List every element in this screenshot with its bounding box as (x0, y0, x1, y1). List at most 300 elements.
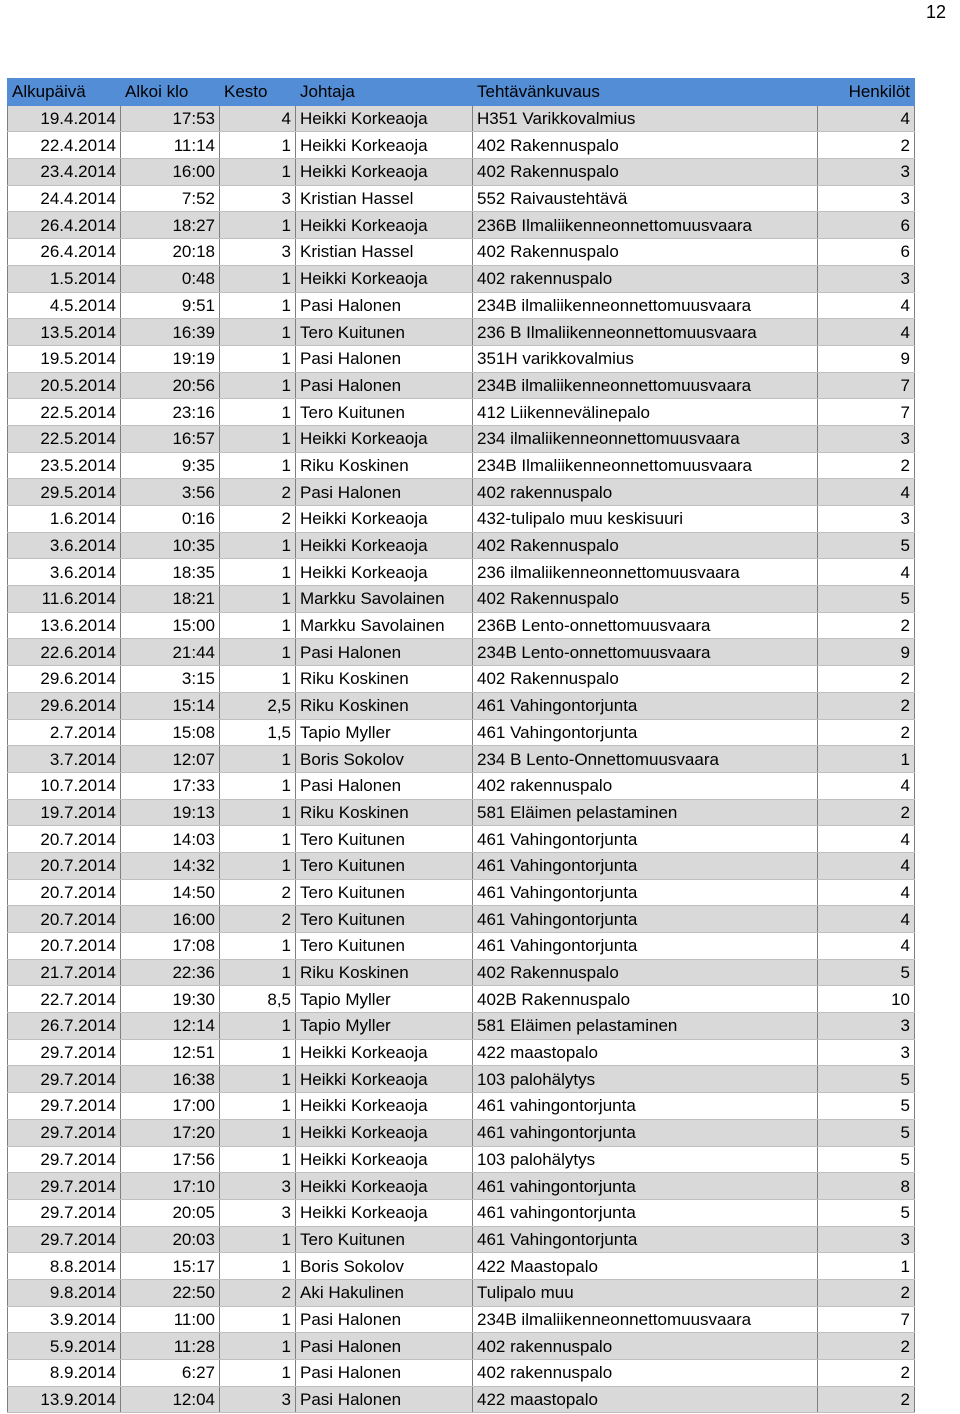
duration-cell: 1 (220, 1119, 296, 1146)
persons-cell: 4 (818, 906, 915, 933)
leader-cell: Riku Koskinen (296, 959, 473, 986)
task-description-cell: 402 Rakennuspalo (473, 666, 818, 693)
start-time-cell: 16:38 (121, 1066, 220, 1093)
leader-cell: Heikki Korkeaoja (296, 105, 473, 132)
start-time-cell: 0:48 (121, 265, 220, 292)
persons-cell: 5 (818, 1146, 915, 1173)
persons-cell: 3 (818, 506, 915, 533)
start-time-cell: 16:00 (121, 159, 220, 186)
table-row (8, 719, 915, 746)
table-row (8, 799, 915, 826)
leader-cell: Tapio Myller (296, 719, 473, 746)
duration-cell: 2,5 (220, 692, 296, 719)
start-time-cell: 16:39 (121, 319, 220, 346)
persons-cell: 2 (818, 452, 915, 479)
task-description-cell: 402 Rakennuspalo (473, 586, 818, 613)
start-date-cell: 26.7.2014 (8, 1013, 121, 1040)
start-date-cell: 23.5.2014 (8, 452, 121, 479)
leader-cell: Tapio Myller (296, 1013, 473, 1040)
leader-cell: Pasi Halonen (296, 1360, 473, 1387)
table-row (8, 1199, 915, 1226)
persons-cell: 5 (818, 532, 915, 559)
start-date-cell: 10.7.2014 (8, 772, 121, 799)
start-time-cell: 20:18 (121, 239, 220, 266)
task-description-cell: 103 palohälytys (473, 1146, 818, 1173)
task-description-cell: 402 Rakennuspalo (473, 959, 818, 986)
persons-cell: 8 (818, 1173, 915, 1200)
leader-cell: Tero Kuitunen (296, 933, 473, 960)
start-date-cell: 22.5.2014 (8, 425, 121, 452)
duration-cell: 8,5 (220, 986, 296, 1013)
start-date-cell: 5.9.2014 (8, 1333, 121, 1360)
duration-cell: 1 (220, 532, 296, 559)
leader-cell: Heikki Korkeaoja (296, 1093, 473, 1120)
leader-cell: Heikki Korkeaoja (296, 1146, 473, 1173)
persons-cell: 5 (818, 1199, 915, 1226)
start-date-cell: 3.6.2014 (8, 532, 121, 559)
leader-cell: Markku Savolainen (296, 612, 473, 639)
leader-cell: Tapio Myller (296, 986, 473, 1013)
leader-cell: Pasi Halonen (296, 1333, 473, 1360)
start-time-cell: 19:13 (121, 799, 220, 826)
start-time-cell: 19:30 (121, 986, 220, 1013)
duration-cell: 1 (220, 612, 296, 639)
start-time-cell: 23:16 (121, 399, 220, 426)
persons-cell: 4 (818, 319, 915, 346)
start-time-cell: 11:00 (121, 1306, 220, 1333)
start-date-cell: 20.7.2014 (8, 906, 121, 933)
duration-cell: 2 (220, 906, 296, 933)
task-description-cell: 461 vahingontorjunta (473, 1119, 818, 1146)
start-date-cell: 19.7.2014 (8, 799, 121, 826)
task-description-cell: 581 Eläimen pelastaminen (473, 1013, 818, 1040)
task-description-cell: 422 maastopalo (473, 1039, 818, 1066)
start-time-cell: 7:52 (121, 185, 220, 212)
leader-cell: Riku Koskinen (296, 452, 473, 479)
start-time-cell: 20:05 (121, 1199, 220, 1226)
start-date-cell: 4.5.2014 (8, 292, 121, 319)
mission-log-table (7, 78, 915, 1413)
start-date-cell: 20.7.2014 (8, 826, 121, 853)
leader-cell: Heikki Korkeaoja (296, 559, 473, 586)
start-date-cell: 29.7.2014 (8, 1173, 121, 1200)
leader-cell: Tero Kuitunen (296, 399, 473, 426)
task-description-cell: 234 ilmaliikenneonnettomuusvaara (473, 425, 818, 452)
persons-cell: 2 (818, 692, 915, 719)
table-row (8, 292, 915, 319)
task-description-cell: 461 Vahingontorjunta (473, 852, 818, 879)
start-time-cell: 20:56 (121, 372, 220, 399)
start-time-cell: 12:51 (121, 1039, 220, 1066)
duration-cell: 1 (220, 1066, 296, 1093)
duration-cell: 1 (220, 586, 296, 613)
table-row (8, 159, 915, 186)
start-time-cell: 15:17 (121, 1253, 220, 1280)
persons-cell: 3 (818, 159, 915, 186)
leader-cell: Riku Koskinen (296, 666, 473, 693)
table-row (8, 1119, 915, 1146)
leader-cell: Kristian Hassel (296, 185, 473, 212)
leader-cell: Riku Koskinen (296, 692, 473, 719)
start-time-cell: 9:35 (121, 452, 220, 479)
leader-cell: Heikki Korkeaoja (296, 212, 473, 239)
start-date-cell: 20.7.2014 (8, 852, 121, 879)
start-time-cell: 19:19 (121, 345, 220, 372)
start-date-cell: 3.7.2014 (8, 746, 121, 773)
start-time-cell: 22:36 (121, 959, 220, 986)
start-time-cell: 0:16 (121, 506, 220, 533)
table-row (8, 772, 915, 799)
start-date-cell: 26.4.2014 (8, 212, 121, 239)
start-time-cell: 17:00 (121, 1093, 220, 1120)
task-description-cell: 461 Vahingontorjunta (473, 933, 818, 960)
persons-cell: 4 (818, 292, 915, 319)
leader-cell: Pasi Halonen (296, 639, 473, 666)
duration-cell: 1 (220, 1333, 296, 1360)
table-row (8, 612, 915, 639)
table-row (8, 666, 915, 693)
start-date-cell: 19.4.2014 (8, 105, 121, 132)
task-description-cell: 461 Vahingontorjunta (473, 719, 818, 746)
table-row (8, 265, 915, 292)
start-date-cell: 29.7.2014 (8, 1199, 121, 1226)
start-time-cell: 11:28 (121, 1333, 220, 1360)
start-time-cell: 22:50 (121, 1279, 220, 1306)
start-time-cell: 17:33 (121, 772, 220, 799)
persons-cell: 5 (818, 586, 915, 613)
persons-cell: 10 (818, 986, 915, 1013)
start-date-cell: 29.5.2014 (8, 479, 121, 506)
start-date-cell: 22.4.2014 (8, 132, 121, 159)
start-date-cell: 8.9.2014 (8, 1360, 121, 1387)
start-date-cell: 29.7.2014 (8, 1226, 121, 1253)
start-time-cell: 10:35 (121, 532, 220, 559)
leader-cell: Kristian Hassel (296, 239, 473, 266)
duration-cell: 1 (220, 1039, 296, 1066)
table-row (8, 345, 915, 372)
duration-cell: 1 (220, 265, 296, 292)
table-row (8, 879, 915, 906)
task-description-cell: 402 rakennuspalo (473, 772, 818, 799)
start-time-cell: 17:53 (121, 105, 220, 132)
task-description-cell: 422 maastopalo (473, 1386, 818, 1413)
duration-cell: 1 (220, 933, 296, 960)
leader-cell: Markku Savolainen (296, 586, 473, 613)
task-description-cell: 402 Rakennuspalo (473, 159, 818, 186)
start-time-cell: 17:56 (121, 1146, 220, 1173)
persons-cell: 2 (818, 1386, 915, 1413)
persons-cell: 4 (818, 879, 915, 906)
persons-cell: 2 (818, 1333, 915, 1360)
start-date-cell: 29.6.2014 (8, 666, 121, 693)
table-row (8, 1226, 915, 1253)
table-row (8, 532, 915, 559)
start-time-cell: 15:08 (121, 719, 220, 746)
table-row (8, 1386, 915, 1413)
task-description-cell: 234B ilmaliikenneonnettomuusvaara (473, 1306, 818, 1333)
task-description-cell: 234B Ilmaliikenneonnettomuusvaara (473, 452, 818, 479)
duration-cell: 1 (220, 1306, 296, 1333)
start-date-cell: 26.4.2014 (8, 239, 121, 266)
start-time-cell: 15:14 (121, 692, 220, 719)
duration-cell: 1 (220, 852, 296, 879)
duration-cell: 1 (220, 1093, 296, 1120)
task-description-cell: 236 ilmaliikenneonnettomuusvaara (473, 559, 818, 586)
persons-cell: 7 (818, 372, 915, 399)
task-description-cell: 552 Raivaustehtävä (473, 185, 818, 212)
task-description-cell: 581 Eläimen pelastaminen (473, 799, 818, 826)
duration-cell: 3 (220, 1386, 296, 1413)
task-description-cell: 461 Vahingontorjunta (473, 906, 818, 933)
persons-cell: 2 (818, 799, 915, 826)
leader-cell: Pasi Halonen (296, 772, 473, 799)
table-row (8, 399, 915, 426)
persons-cell: 9 (818, 345, 915, 372)
header-leader: Johtaja (296, 79, 473, 106)
task-description-cell: 461 Vahingontorjunta (473, 826, 818, 853)
task-description-cell: 422 Maastopalo (473, 1253, 818, 1280)
table-row (8, 933, 915, 960)
persons-cell: 5 (818, 959, 915, 986)
start-date-cell: 24.4.2014 (8, 185, 121, 212)
header-persons: Henkilöt (818, 79, 915, 106)
table-row (8, 639, 915, 666)
duration-cell: 1 (220, 399, 296, 426)
table-row (8, 452, 915, 479)
task-description-cell: 236B Lento-onnettomuusvaara (473, 612, 818, 639)
duration-cell: 2 (220, 479, 296, 506)
start-date-cell: 19.5.2014 (8, 345, 121, 372)
task-description-cell: 461 vahingontorjunta (473, 1199, 818, 1226)
leader-cell: Pasi Halonen (296, 292, 473, 319)
persons-cell: 3 (818, 425, 915, 452)
table-row (8, 986, 915, 1013)
leader-cell: Pasi Halonen (296, 372, 473, 399)
duration-cell: 1 (220, 132, 296, 159)
duration-cell: 1 (220, 639, 296, 666)
persons-cell: 4 (818, 933, 915, 960)
start-time-cell: 17:20 (121, 1119, 220, 1146)
leader-cell: Pasi Halonen (296, 1306, 473, 1333)
leader-cell: Heikki Korkeaoja (296, 132, 473, 159)
task-description-cell: 402 Rakennuspalo (473, 132, 818, 159)
leader-cell: Tero Kuitunen (296, 852, 473, 879)
persons-cell: 5 (818, 1119, 915, 1146)
task-description-cell: 461 Vahingontorjunta (473, 1226, 818, 1253)
duration-cell: 3 (220, 185, 296, 212)
table-row (8, 1013, 915, 1040)
persons-cell: 3 (818, 1226, 915, 1253)
persons-cell: 7 (818, 1306, 915, 1333)
task-description-cell: 402 rakennuspalo (473, 1333, 818, 1360)
duration-cell: 1 (220, 212, 296, 239)
start-date-cell: 29.7.2014 (8, 1119, 121, 1146)
start-date-cell: 11.6.2014 (8, 586, 121, 613)
task-description-cell: 412 Liikennevälinepalo (473, 399, 818, 426)
start-date-cell: 22.7.2014 (8, 986, 121, 1013)
leader-cell: Heikki Korkeaoja (296, 506, 473, 533)
duration-cell: 1 (220, 826, 296, 853)
start-date-cell: 1.6.2014 (8, 506, 121, 533)
duration-cell: 3 (220, 1173, 296, 1200)
start-date-cell: 21.7.2014 (8, 959, 121, 986)
start-date-cell: 23.4.2014 (8, 159, 121, 186)
table-row (8, 1253, 915, 1280)
table-row (8, 746, 915, 773)
start-time-cell: 14:03 (121, 826, 220, 853)
persons-cell: 3 (818, 265, 915, 292)
table-row (8, 132, 915, 159)
table-row (8, 1093, 915, 1120)
start-time-cell: 3:15 (121, 666, 220, 693)
leader-cell: Boris Sokolov (296, 1253, 473, 1280)
start-date-cell: 13.6.2014 (8, 612, 121, 639)
header-task-description: Tehtävänkuvaus (473, 79, 818, 106)
duration-cell: 2 (220, 1279, 296, 1306)
persons-cell: 2 (818, 132, 915, 159)
persons-cell: 5 (818, 1093, 915, 1120)
start-time-cell: 17:08 (121, 933, 220, 960)
table-body (8, 105, 915, 1413)
task-description-cell: 234B ilmaliikenneonnettomuusvaara (473, 292, 818, 319)
task-description-cell: 236B Ilmaliikenneonnettomuusvaara (473, 212, 818, 239)
leader-cell: Tero Kuitunen (296, 1226, 473, 1253)
duration-cell: 1 (220, 959, 296, 986)
leader-cell: Pasi Halonen (296, 345, 473, 372)
table-row (8, 479, 915, 506)
start-date-cell: 20.5.2014 (8, 372, 121, 399)
task-description-cell: Tulipalo muu (473, 1279, 818, 1306)
table-row (8, 1333, 915, 1360)
table-header-row (8, 79, 915, 106)
leader-cell: Tero Kuitunen (296, 906, 473, 933)
start-time-cell: 20:03 (121, 1226, 220, 1253)
header-start-date: Alkupäivä (8, 79, 121, 106)
duration-cell: 1 (220, 452, 296, 479)
start-time-cell: 6:27 (121, 1360, 220, 1387)
task-description-cell: 461 vahingontorjunta (473, 1173, 818, 1200)
task-description-cell: 402B Rakennuspalo (473, 986, 818, 1013)
table-row (8, 906, 915, 933)
duration-cell: 1 (220, 746, 296, 773)
persons-cell: 4 (818, 479, 915, 506)
leader-cell: Heikki Korkeaoja (296, 265, 473, 292)
table-row (8, 239, 915, 266)
task-description-cell: 234B ilmaliikenneonnettomuusvaara (473, 372, 818, 399)
table-row (8, 692, 915, 719)
task-description-cell: 234B Lento-onnettomuusvaara (473, 639, 818, 666)
start-date-cell: 20.7.2014 (8, 933, 121, 960)
duration-cell: 1 (220, 425, 296, 452)
start-date-cell: 22.5.2014 (8, 399, 121, 426)
start-date-cell: 20.7.2014 (8, 879, 121, 906)
table-row (8, 559, 915, 586)
duration-cell: 1 (220, 1013, 296, 1040)
persons-cell: 6 (818, 239, 915, 266)
duration-cell: 1 (220, 559, 296, 586)
start-time-cell: 16:00 (121, 906, 220, 933)
duration-cell: 1 (220, 1360, 296, 1387)
duration-cell: 1 (220, 1226, 296, 1253)
table-row (8, 586, 915, 613)
task-description-cell: 236 B Ilmaliikenneonnettomuusvaara (473, 319, 818, 346)
table-row (8, 1306, 915, 1333)
duration-cell: 1 (220, 666, 296, 693)
task-description-cell: 432-tulipalo muu keskisuuri (473, 506, 818, 533)
start-date-cell: 29.7.2014 (8, 1146, 121, 1173)
table-row (8, 959, 915, 986)
start-date-cell: 8.8.2014 (8, 1253, 121, 1280)
task-description-cell: H351 Varikkovalmius (473, 105, 818, 132)
task-description-cell: 234 B Lento-Onnettomuusvaara (473, 746, 818, 773)
start-time-cell: 11:14 (121, 132, 220, 159)
persons-cell: 4 (818, 559, 915, 586)
duration-cell: 2 (220, 506, 296, 533)
start-date-cell: 2.7.2014 (8, 719, 121, 746)
leader-cell: Riku Koskinen (296, 799, 473, 826)
persons-cell: 1 (818, 746, 915, 773)
persons-cell: 3 (818, 1039, 915, 1066)
persons-cell: 2 (818, 1360, 915, 1387)
duration-cell: 1 (220, 159, 296, 186)
duration-cell: 1 (220, 799, 296, 826)
persons-cell: 4 (818, 852, 915, 879)
persons-cell: 2 (818, 666, 915, 693)
task-description-cell: 402 Rakennuspalo (473, 532, 818, 559)
leader-cell: Heikki Korkeaoja (296, 1039, 473, 1066)
persons-cell: 1 (818, 1253, 915, 1280)
start-date-cell: 29.7.2014 (8, 1039, 121, 1066)
table-row (8, 1173, 915, 1200)
table-row (8, 372, 915, 399)
persons-cell: 9 (818, 639, 915, 666)
start-date-cell: 1.5.2014 (8, 265, 121, 292)
leader-cell: Boris Sokolov (296, 746, 473, 773)
leader-cell: Heikki Korkeaoja (296, 1199, 473, 1226)
start-time-cell: 16:57 (121, 425, 220, 452)
task-description-cell: 351H varikkovalmius (473, 345, 818, 372)
table-row (8, 319, 915, 346)
duration-cell: 4 (220, 105, 296, 132)
start-time-cell: 12:04 (121, 1386, 220, 1413)
duration-cell: 1 (220, 292, 296, 319)
start-time-cell: 3:56 (121, 479, 220, 506)
start-time-cell: 15:00 (121, 612, 220, 639)
table-row (8, 1066, 915, 1093)
leader-cell: Tero Kuitunen (296, 319, 473, 346)
persons-cell: 5 (818, 1066, 915, 1093)
leader-cell: Heikki Korkeaoja (296, 1066, 473, 1093)
start-date-cell: 9.8.2014 (8, 1279, 121, 1306)
duration-cell: 1 (220, 1253, 296, 1280)
table-row (8, 425, 915, 452)
persons-cell: 3 (818, 185, 915, 212)
start-date-cell: 29.7.2014 (8, 1066, 121, 1093)
start-time-cell: 17:10 (121, 1173, 220, 1200)
task-description-cell: 402 rakennuspalo (473, 1360, 818, 1387)
persons-cell: 2 (818, 719, 915, 746)
table-row (8, 1360, 915, 1387)
duration-cell: 1 (220, 1146, 296, 1173)
leader-cell: Heikki Korkeaoja (296, 1173, 473, 1200)
start-date-cell: 3.6.2014 (8, 559, 121, 586)
table-row (8, 852, 915, 879)
start-date-cell: 29.6.2014 (8, 692, 121, 719)
start-date-cell: 3.9.2014 (8, 1306, 121, 1333)
start-time-cell: 18:21 (121, 586, 220, 613)
header-start-time: Alkoi klo (121, 79, 220, 106)
task-description-cell: 461 Vahingontorjunta (473, 692, 818, 719)
